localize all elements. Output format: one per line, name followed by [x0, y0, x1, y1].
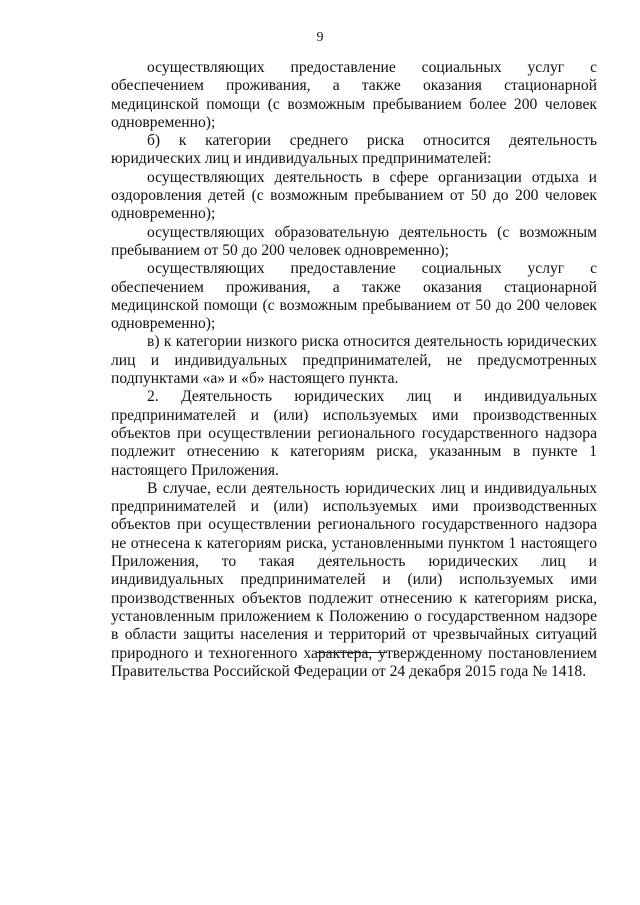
- paragraph-medium-risk-category: б) к категории среднего риска относится деятельность юридических лиц и индивидуальных предпринимателей:: [111, 132, 597, 168]
- document-body: [111, 59, 597, 681]
- page-number: 9: [316, 30, 324, 45]
- closing-rule: [316, 652, 387, 653]
- paragraph-children-recreation: осуществляющих деятельность в сфере организации отдыха и оздоровления детей (с возможным пребыванием от 50 до 200 человек одновременно);: [111, 168, 597, 223]
- paragraph-item-2: 2. Деятельность юридических лиц и индивидуальных предпринимателей и (или) используемых ими производственных объектов при осуществлении регионального государственного надзора подлежит отнесению к категориям риска, указанным в пункте 1 настоящего Приложения.: [111, 388, 597, 479]
- paragraph-low-risk-category: в) к категории низкого риска относится деятельность юридических лиц и индивидуальных предпринимателей, не предусмотренных подпунктами «а» и «б» настоящего пункта.: [111, 333, 597, 388]
- paragraph-social-services-over-200: осуществляющих предоставление социальных услуг с обеспечением проживания, а также оказания стационарной медицинской помощи (с возможным пребыванием более 200 человек одновременно);: [111, 59, 597, 131]
- paragraph-educational-activity: осуществляющих образовательную деятельность (с возможным пребыванием от 50 до 200 человек одновременно);: [111, 223, 597, 259]
- paragraph-social-services-50-200: осуществляющих предоставление социальных услуг с обеспечением проживания, а также оказания стационарной медицинской помощи (с возможным пребыванием от 50 до 200 человек одновременно);: [111, 260, 597, 333]
- paragraph-not-assigned-case: В случае, если деятельность юридических лиц и индивидуальных предпринимателей и (или) используемых ими производственных объектов при осуществлении регионального государственного надзора не отнесена к категориям риска, установленными пунктом 1 настоящего Приложения, то такая деятельность юридических лиц и индивидуальных предпринимателей и (или) используемых ими производственных объектов подлежит отнесению к категориям риска, установленным приложением к Положению о государственном надзоре в области защиты населения и территорий от чрезвычайных ситуаций природного и техногенного характера, утвержденному постановлением Правительства Российской Федерации от 24 декабря 2015 года № 1418.: [111, 479, 597, 680]
